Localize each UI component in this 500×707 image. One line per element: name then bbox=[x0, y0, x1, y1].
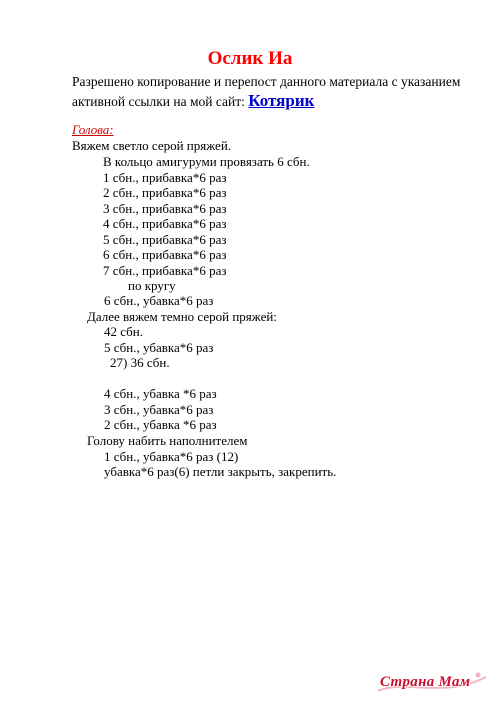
instruction-line: 3 сбн., убавка*6 раз bbox=[104, 402, 214, 417]
watermark-logo bbox=[374, 669, 490, 697]
instruction-line: Вяжем светло серой пряжей. bbox=[72, 138, 232, 153]
instruction-line: 5 сбн., убавка*6 раз bbox=[104, 340, 214, 355]
page-title: Ослик Иа bbox=[207, 48, 293, 69]
instruction-line: 6 сбн., убавка*6 раз bbox=[104, 293, 214, 308]
instruction-line: 3 сбн., прибавка*6 раз bbox=[103, 201, 227, 216]
instruction-line: Голову набить наполнителем bbox=[87, 433, 248, 448]
section-heading-head: Голова: bbox=[72, 122, 114, 137]
copyright-text: Разрешено копирование и перепост данного материала с указанием активной ссылки на мой сайт: bbox=[72, 74, 461, 109]
site-link[interactable]: Котярик bbox=[248, 91, 315, 110]
instruction-line: 2 сбн., прибавка*6 раз bbox=[103, 185, 227, 200]
instruction-line: убавка*6 раз(6) петли закрыть, закрепить. bbox=[104, 464, 337, 479]
copyright-notice bbox=[72, 72, 472, 111]
instruction-line: Далее вяжем темно серой пряжей: bbox=[87, 309, 277, 324]
instruction-line: 4 сбн., прибавка*6 раз bbox=[103, 216, 227, 231]
instruction-line: 4 сбн., убавка *6 раз bbox=[104, 386, 217, 401]
instruction-line: 2 сбн., убавка *6 раз bbox=[104, 417, 217, 432]
instruction-line: 42 сбн. bbox=[104, 324, 143, 339]
instruction-line: по кругу bbox=[128, 278, 176, 293]
instruction-line: 7 сбн., прибавка*6 раз bbox=[103, 263, 227, 278]
instruction-line: 27) 36 сбн. bbox=[110, 355, 170, 370]
instruction-line: 1 сбн., прибавка*6 раз bbox=[103, 170, 227, 185]
watermark-text: Страна Мам bbox=[380, 674, 471, 690]
instruction-line: 5 сбн., прибавка*6 раз bbox=[103, 232, 227, 247]
instruction-line: 6 сбн., прибавка*6 раз bbox=[103, 247, 227, 262]
instruction-line: 1 сбн., убавка*6 раз (12) bbox=[104, 449, 239, 464]
instruction-line: В кольцо амигуруми провязать 6 сбн. bbox=[103, 154, 310, 169]
